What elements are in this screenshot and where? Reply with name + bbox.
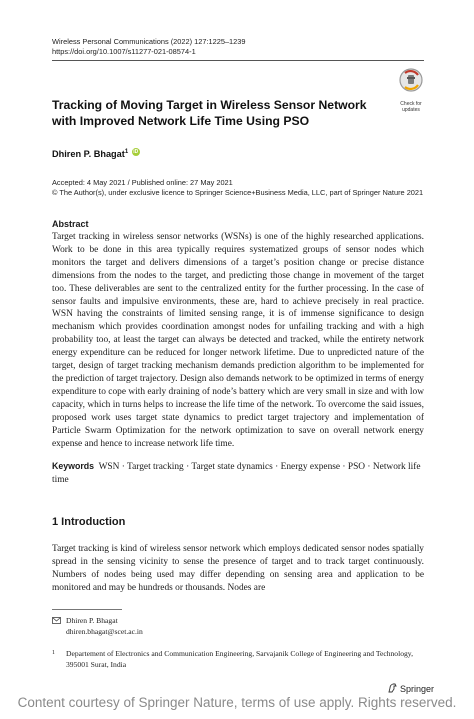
abstract-text: Target tracking in wireless sensor networks (WSNs) is one of the highly researched applications. Work to be done in this area typically requires systematized groups of sensor nodes which monitors the target and delivers dimensions of a target’s position change or precise distance dimensions from the nodes to the target, and predicting those change in movement of the target too. These deliverables are sent to the centralized entity for the further processing. In the case of sensor faults and impulsive environments, these are, hard to achieve precisely in real practice. WSN having the constraints of limited sensing range, it is of immense significance to design mechanism which provides coordination amongst nodes for unfailing tracking and with a high probability too, at least the target can always be detected and tracked, while the entirety network energy expenditure can be reduced for longer network lifetime. Due to unpredicted nature of the target, design of target tracking mechanism demands prediction algorithm to be implemented for the prediction of target trajectory. Design also demands network to be optimized in terms of energy expenditure to cope with early draining of node’s battery which are very small in size and with low capacity, which in turns helps to increase the life time of the network. To overcome the said issues, proposed work uses target state dynamics to predict target trajectory and implementation of Particle Swarm Optimization for the network optimization to save on overall network energy expense and hence to increase network life time.	[52, 232, 424, 449]
keywords-text: WSN · Target tracking · Target state dynamics · Energy expense · PSO · Network life time	[52, 462, 421, 485]
dates-line: Accepted: 4 May 2021 / Published online: 27 May 2021	[52, 178, 233, 187]
header-rule	[52, 60, 424, 61]
journal-citation: Wireless Personal Communications (2022) 127:1225–1239	[52, 37, 246, 46]
author-affil-mark: 1	[124, 148, 129, 155]
section-heading: 1 Introduction	[52, 516, 126, 528]
updates-label: updates	[402, 107, 420, 113]
abstract-heading: Abstract	[52, 219, 89, 229]
title-line-2: with Improved Network Life Time Using PSO	[52, 114, 310, 128]
affiliation-number: 1	[52, 650, 55, 656]
author-name[interactable]: Dhiren P. Bhagat	[52, 149, 125, 159]
envelope-icon	[52, 617, 61, 628]
contact-email[interactable]: dhiren.bhagat@scet.ac.in	[66, 627, 143, 636]
springer-horse-icon	[388, 683, 397, 693]
article-title	[52, 97, 382, 129]
doi-link[interactable]: https://doi.org/10.1007/s11277-021-08574-1	[52, 47, 196, 56]
courtesy-notice: Content courtesy of Springer Nature, terms of use apply. Rights reserved.	[17, 695, 457, 710]
check-for-updates-icon	[391, 66, 431, 96]
orcid-icon[interactable]: iD	[133, 149, 139, 155]
author-line	[52, 148, 140, 159]
intro-paragraph: Target tracking is kind of wireless sensor network which employs dedicated sensor nodes spatially spread in the sensing vicinity to sense the presence of target and to track target continuously. Numbers of nodes being used may differ depending on sensing area and application to be monitored and may be hundreds or thousands. Nodes are	[52, 544, 424, 593]
springer-name: Springer	[399, 684, 434, 694]
keywords-block	[52, 460, 424, 487]
check-for-updates-badge[interactable]	[391, 66, 431, 112]
footnote-rule	[52, 609, 122, 610]
copyright-line: © The Author(s), under exclusive licence to Springer Science+Business Media, LLC, part of Springer Nature 2021	[52, 188, 424, 197]
springer-logo	[388, 683, 434, 694]
keywords-label: Keywords	[52, 461, 95, 471]
contact-name: Dhiren P. Bhagat	[66, 616, 118, 625]
check-for-updates-label: Check for	[400, 101, 422, 107]
affiliation-text: Departement of Electronics and Communication Engineering, Sarvajanik College of Engineering and Technology, 395001 Surat, India	[66, 649, 413, 669]
title-line-1: Tracking of Moving Target in Wireless Sensor Network	[52, 98, 367, 112]
